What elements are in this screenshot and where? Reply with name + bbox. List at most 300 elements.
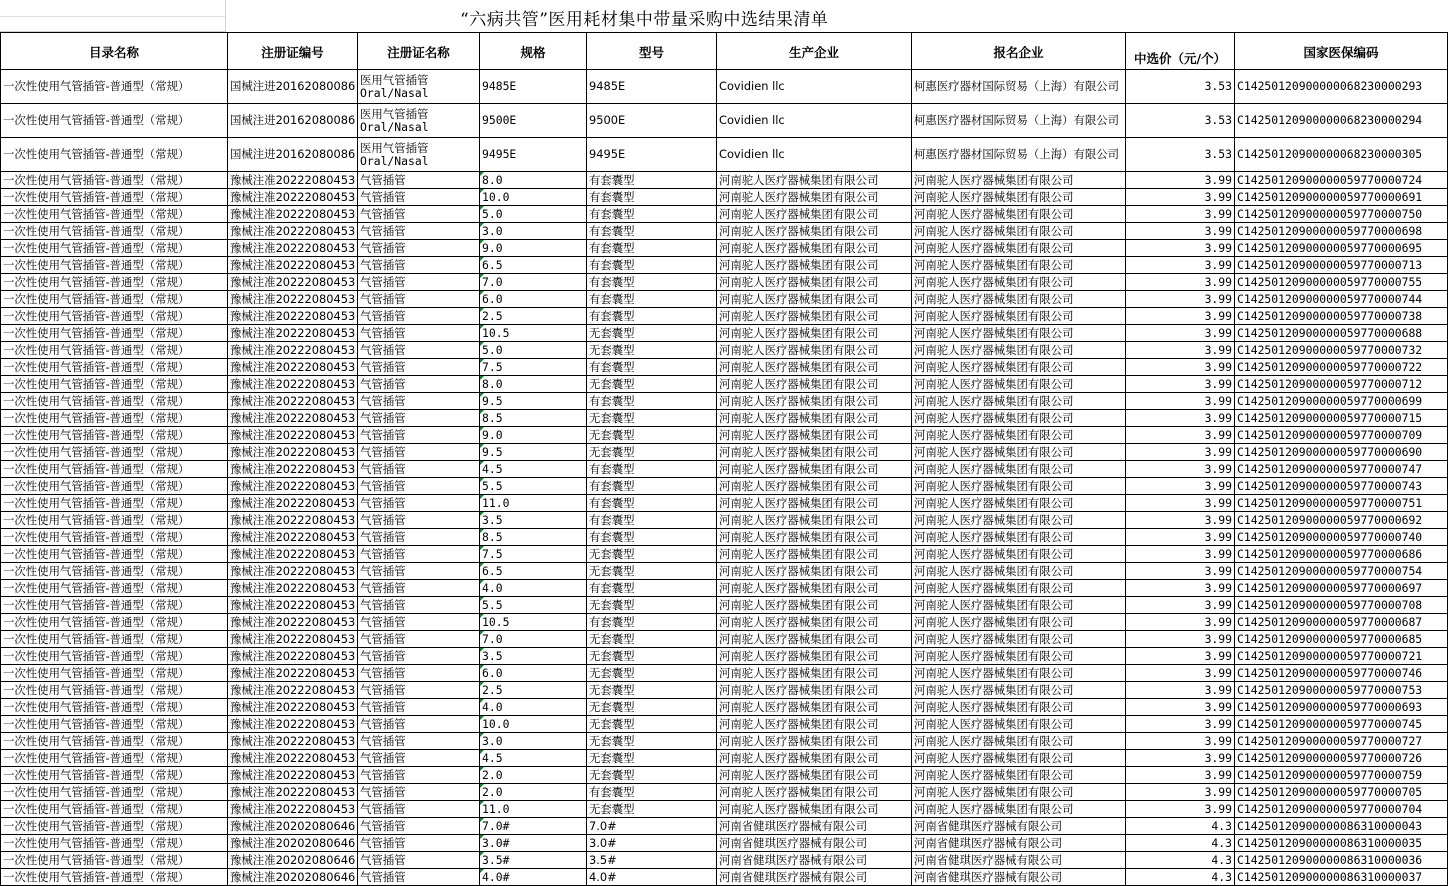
cell-applicant[interactable]: 河南驼人医疗器械集团有限公司 [912, 325, 1126, 342]
cell-insurance-code[interactable]: C14250120900000059770000709 [1235, 427, 1448, 444]
cell-registration-name[interactable]: 气管插管 [358, 427, 480, 444]
cell-insurance-code[interactable]: C14250120900000086310000035 [1235, 835, 1448, 852]
cell-specification[interactable]: 4.0 [480, 699, 587, 716]
cell-price[interactable]: 3.99 [1126, 750, 1235, 767]
cell-registration-number[interactable]: 豫械注准20222080453 [228, 529, 358, 546]
cell-insurance-code[interactable]: C14250120900000086310000043 [1235, 818, 1448, 835]
cell-insurance-code[interactable]: C14250120900000059770000690 [1235, 444, 1448, 461]
cell-manufacturer[interactable]: 河南驼人医疗器械集团有限公司 [717, 393, 912, 410]
cell-catalog-name[interactable]: 一次性使用气管插管-普通型（常规） [1, 189, 228, 206]
cell-insurance-code[interactable]: C14250120900000059770000685 [1235, 631, 1448, 648]
cell-applicant[interactable]: 河南驼人医疗器械集团有限公司 [912, 597, 1126, 614]
cell-specification[interactable]: 7.0 [480, 631, 587, 648]
cell-price[interactable]: 3.99 [1126, 308, 1235, 325]
cell-catalog-name[interactable]: 一次性使用气管插管-普通型（常规） [1, 716, 228, 733]
cell-registration-name[interactable]: 气管插管 [358, 597, 480, 614]
cell-catalog-name[interactable]: 一次性使用气管插管-普通型（常规） [1, 376, 228, 393]
cell-registration-name[interactable]: 气管插管 [358, 852, 480, 869]
cell-registration-number[interactable]: 豫械注准20222080453 [228, 750, 358, 767]
cell-registration-name[interactable]: 气管插管 [358, 563, 480, 580]
cell-price[interactable]: 3.99 [1126, 410, 1235, 427]
cell-applicant[interactable]: 河南驼人医疗器械集团有限公司 [912, 308, 1126, 325]
cell-model[interactable]: 无套囊型 [587, 716, 717, 733]
cell-registration-number[interactable]: 豫械注准20222080453 [228, 325, 358, 342]
cell-specification[interactable]: 8.0 [480, 376, 587, 393]
cell-model[interactable]: 有套囊型 [587, 614, 717, 631]
cell-price[interactable]: 3.99 [1126, 699, 1235, 716]
cell-catalog-name[interactable]: 一次性使用气管插管-普通型（常规） [1, 427, 228, 444]
cell-insurance-code[interactable]: C14250120900000059770000724 [1235, 172, 1448, 189]
cell-registration-number[interactable]: 豫械注准20222080453 [228, 682, 358, 699]
cell-specification[interactable]: 5.5 [480, 597, 587, 614]
cell-price[interactable]: 3.99 [1126, 546, 1235, 563]
cell-applicant[interactable]: 河南驼人医疗器械集团有限公司 [912, 461, 1126, 478]
cell-applicant[interactable]: 河南驼人医疗器械集团有限公司 [912, 767, 1126, 784]
cell-catalog-name[interactable]: 一次性使用气管插管-普通型（常规） [1, 614, 228, 631]
cell-manufacturer[interactable]: 河南驼人医疗器械集团有限公司 [717, 665, 912, 682]
cell-model[interactable]: 有套囊型 [587, 274, 717, 291]
cell-price[interactable]: 3.99 [1126, 342, 1235, 359]
cell-price[interactable]: 3.99 [1126, 257, 1235, 274]
cell-catalog-name[interactable]: 一次性使用气管插管-普通型（常规） [1, 240, 228, 257]
cell-model[interactable]: 有套囊型 [587, 223, 717, 240]
cell-catalog-name[interactable]: 一次性使用气管插管-普通型（常规） [1, 750, 228, 767]
cell-registration-name[interactable]: 气管插管 [358, 750, 480, 767]
cell-catalog-name[interactable]: 一次性使用气管插管-普通型（常规） [1, 852, 228, 869]
cell-applicant[interactable]: 河南驼人医疗器械集团有限公司 [912, 665, 1126, 682]
cell-registration-name[interactable]: 气管插管 [358, 614, 480, 631]
cell-catalog-name[interactable]: 一次性使用气管插管-普通型（常规） [1, 767, 228, 784]
cell-catalog-name[interactable]: 一次性使用气管插管-普通型（常规） [1, 138, 228, 172]
cell-catalog-name[interactable]: 一次性使用气管插管-普通型（常规） [1, 359, 228, 376]
cell-applicant[interactable]: 河南驼人医疗器械集团有限公司 [912, 699, 1126, 716]
cell-manufacturer[interactable]: 河南驼人医疗器械集团有限公司 [717, 682, 912, 699]
cell-specification[interactable]: 9485E [480, 70, 587, 104]
cell-specification[interactable]: 4.5 [480, 461, 587, 478]
col-header-insurance-code[interactable]: 国家医保编码 [1235, 33, 1448, 70]
cell-insurance-code[interactable]: C14250120900000086310000037 [1235, 869, 1448, 886]
cell-price[interactable]: 3.99 [1126, 682, 1235, 699]
cell-price[interactable]: 3.99 [1126, 767, 1235, 784]
cell-insurance-code[interactable]: C14250120900000059770000698 [1235, 223, 1448, 240]
cell-registration-name[interactable]: 气管插管 [358, 784, 480, 801]
cell-registration-number[interactable]: 豫械注准20222080453 [228, 699, 358, 716]
cell-catalog-name[interactable]: 一次性使用气管插管-普通型（常规） [1, 444, 228, 461]
cell-catalog-name[interactable]: 一次性使用气管插管-普通型（常规） [1, 104, 228, 138]
cell-specification[interactable]: 6.0 [480, 665, 587, 682]
cell-applicant[interactable]: 河南驼人医疗器械集团有限公司 [912, 512, 1126, 529]
cell-applicant[interactable]: 河南驼人医疗器械集团有限公司 [912, 648, 1126, 665]
cell-applicant[interactable]: 河南驼人医疗器械集团有限公司 [912, 801, 1126, 818]
cell-catalog-name[interactable]: 一次性使用气管插管-普通型（常规） [1, 869, 228, 886]
cell-insurance-code[interactable]: C14250120900000059770000743 [1235, 478, 1448, 495]
cell-insurance-code[interactable]: C14250120900000059770000688 [1235, 325, 1448, 342]
cell-registration-number[interactable]: 豫械注准20202080646 [228, 818, 358, 835]
cell-specification[interactable]: 6.5 [480, 563, 587, 580]
cell-registration-number[interactable]: 豫械注准20222080453 [228, 189, 358, 206]
cell-registration-name[interactable]: 气管插管 [358, 359, 480, 376]
cell-registration-number[interactable]: 豫械注准20222080453 [228, 444, 358, 461]
cell-model[interactable]: 有套囊型 [587, 784, 717, 801]
cell-registration-name[interactable]: 气管插管 [358, 223, 480, 240]
cell-registration-number[interactable]: 豫械注准20222080453 [228, 291, 358, 308]
cell-manufacturer[interactable]: 河南驼人医疗器械集团有限公司 [717, 223, 912, 240]
cell-registration-name[interactable]: 气管插管 [358, 648, 480, 665]
cell-price[interactable]: 3.99 [1126, 172, 1235, 189]
cell-manufacturer[interactable]: 河南驼人医疗器械集团有限公司 [717, 563, 912, 580]
cell-manufacturer[interactable]: 河南驼人医疗器械集团有限公司 [717, 410, 912, 427]
cell-price[interactable]: 3.99 [1126, 716, 1235, 733]
cell-manufacturer[interactable]: 河南驼人医疗器械集团有限公司 [717, 733, 912, 750]
cell-model[interactable]: 9485E [587, 70, 717, 104]
cell-price[interactable]: 3.99 [1126, 784, 1235, 801]
cell-registration-name[interactable]: 气管插管 [358, 682, 480, 699]
cell-catalog-name[interactable]: 一次性使用气管插管-普通型（常规） [1, 835, 228, 852]
cell-price[interactable]: 3.99 [1126, 291, 1235, 308]
cell-price[interactable]: 4.3 [1126, 869, 1235, 886]
cell-price[interactable]: 3.99 [1126, 359, 1235, 376]
cell-insurance-code[interactable]: C14250120900000059770000744 [1235, 291, 1448, 308]
cell-manufacturer[interactable]: 河南驼人医疗器械集团有限公司 [717, 478, 912, 495]
cell-catalog-name[interactable]: 一次性使用气管插管-普通型（常规） [1, 495, 228, 512]
cell-price[interactable]: 3.53 [1126, 70, 1235, 104]
cell-insurance-code[interactable]: C14250120900000059770000753 [1235, 682, 1448, 699]
cell-specification[interactable]: 2.5 [480, 682, 587, 699]
cell-registration-name[interactable]: 气管插管 [358, 716, 480, 733]
cell-manufacturer[interactable]: 河南驼人医疗器械集团有限公司 [717, 240, 912, 257]
cell-applicant[interactable]: 河南驼人医疗器械集团有限公司 [912, 291, 1126, 308]
cell-model[interactable]: 有套囊型 [587, 512, 717, 529]
cell-registration-number[interactable]: 豫械注准20222080453 [228, 512, 358, 529]
cell-registration-name[interactable]: 气管插管 [358, 818, 480, 835]
col-header-registration-number[interactable]: 注册证编号 [228, 33, 358, 70]
cell-registration-name[interactable] [358, 138, 480, 172]
cell-applicant[interactable]: 河南驼人医疗器械集团有限公司 [912, 189, 1126, 206]
cell-price[interactable]: 3.99 [1126, 665, 1235, 682]
cell-catalog-name[interactable]: 一次性使用气管插管-普通型（常规） [1, 699, 228, 716]
cell-registration-name[interactable]: 气管插管 [358, 835, 480, 852]
cell-model[interactable]: 有套囊型 [587, 291, 717, 308]
cell-registration-number[interactable]: 豫械注准20222080453 [228, 546, 358, 563]
cell-applicant[interactable]: 河南驼人医疗器械集团有限公司 [912, 359, 1126, 376]
cell-specification[interactable]: 6.0 [480, 291, 587, 308]
cell-price[interactable]: 3.99 [1126, 206, 1235, 223]
cell-manufacturer[interactable]: 河南驼人医疗器械集团有限公司 [717, 750, 912, 767]
cell-registration-number[interactable]: 豫械注准20222080453 [228, 597, 358, 614]
cell-applicant[interactable]: 河南驼人医疗器械集团有限公司 [912, 427, 1126, 444]
cell-insurance-code[interactable]: C14250120900000059770000686 [1235, 546, 1448, 563]
cell-price[interactable]: 3.99 [1126, 801, 1235, 818]
cell-applicant[interactable]: 河南驼人医疗器械集团有限公司 [912, 682, 1126, 699]
cell-registration-number[interactable]: 豫械注准20222080453 [228, 495, 358, 512]
cell-catalog-name[interactable]: 一次性使用气管插管-普通型（常规） [1, 580, 228, 597]
cell-manufacturer[interactable]: 河南驼人医疗器械集团有限公司 [717, 631, 912, 648]
cell-price[interactable]: 3.99 [1126, 478, 1235, 495]
cell-model[interactable]: 有套囊型 [587, 257, 717, 274]
cell-model[interactable]: 有套囊型 [587, 359, 717, 376]
cell-applicant[interactable]: 河南驼人医疗器械集团有限公司 [912, 631, 1126, 648]
cell-insurance-code[interactable]: C14250120900000059770000693 [1235, 699, 1448, 716]
cell-catalog-name[interactable]: 一次性使用气管插管-普通型（常规） [1, 818, 228, 835]
cell-applicant[interactable]: 柯惠医疗器材国际贸易（上海）有限公司 [912, 138, 1126, 172]
cell-price[interactable]: 3.99 [1126, 325, 1235, 342]
col-header-manufacturer[interactable]: 生产企业 [717, 33, 912, 70]
cell-manufacturer[interactable]: 河南驼人医疗器械集团有限公司 [717, 546, 912, 563]
cell-model[interactable]: 无套囊型 [587, 665, 717, 682]
cell-manufacturer[interactable]: 河南驼人医疗器械集团有限公司 [717, 444, 912, 461]
cell-applicant[interactable]: 河南驼人医疗器械集团有限公司 [912, 376, 1126, 393]
cell-registration-number[interactable]: 豫械注准20222080453 [228, 206, 358, 223]
cell-registration-name[interactable]: 气管插管 [358, 172, 480, 189]
cell-applicant[interactable]: 河南驼人医疗器械集团有限公司 [912, 410, 1126, 427]
cell-catalog-name[interactable]: 一次性使用气管插管-普通型（常规） [1, 546, 228, 563]
cell-specification[interactable]: 5.0 [480, 206, 587, 223]
cell-registration-name[interactable] [358, 70, 480, 104]
cell-price[interactable]: 4.3 [1126, 852, 1235, 869]
cell-manufacturer[interactable]: 河南省健琪医疗器械有限公司 [717, 852, 912, 869]
cell-applicant[interactable]: 河南驼人医疗器械集团有限公司 [912, 716, 1126, 733]
cell-registration-name[interactable]: 气管插管 [358, 240, 480, 257]
cell-insurance-code[interactable]: C14250120900000059770000732 [1235, 342, 1448, 359]
cell-registration-name[interactable]: 气管插管 [358, 291, 480, 308]
cell-specification[interactable]: 9.0 [480, 427, 587, 444]
cell-applicant[interactable]: 河南驼人医疗器械集团有限公司 [912, 444, 1126, 461]
cell-registration-number[interactable]: 豫械注准20222080453 [228, 648, 358, 665]
cell-manufacturer[interactable]: 河南驼人医疗器械集团有限公司 [717, 342, 912, 359]
cell-registration-name[interactable]: 气管插管 [358, 444, 480, 461]
cell-insurance-code[interactable]: C14250120900000068230000293 [1235, 70, 1448, 104]
cell-registration-number[interactable]: 豫械注准20222080453 [228, 767, 358, 784]
cell-registration-name[interactable]: 气管插管 [358, 410, 480, 427]
cell-specification[interactable]: 9500E [480, 104, 587, 138]
cell-price[interactable]: 3.99 [1126, 597, 1235, 614]
cell-manufacturer[interactable]: Covidien llc [717, 70, 912, 104]
cell-registration-number[interactable]: 豫械注准20222080453 [228, 410, 358, 427]
cell-catalog-name[interactable]: 一次性使用气管插管-普通型（常规） [1, 801, 228, 818]
cell-manufacturer[interactable]: 河南驼人医疗器械集团有限公司 [717, 767, 912, 784]
cell-price[interactable]: 3.99 [1126, 274, 1235, 291]
cell-price[interactable]: 4.3 [1126, 818, 1235, 835]
cell-specification[interactable]: 8.5 [480, 410, 587, 427]
cell-model[interactable]: 无套囊型 [587, 767, 717, 784]
cell-insurance-code[interactable]: C14250120900000068230000305 [1235, 138, 1448, 172]
cell-registration-number[interactable]: 豫械注准20202080646 [228, 835, 358, 852]
cell-model[interactable]: 无套囊型 [587, 376, 717, 393]
cell-model[interactable]: 有套囊型 [587, 495, 717, 512]
cell-insurance-code[interactable]: C14250120900000059770000699 [1235, 393, 1448, 410]
col-header-catalog-name[interactable]: 目录名称 [1, 33, 228, 70]
cell-model[interactable]: 有套囊型 [587, 308, 717, 325]
cell-insurance-code[interactable]: C14250120900000059770000721 [1235, 648, 1448, 665]
cell-applicant[interactable]: 河南省健琪医疗器械有限公司 [912, 852, 1126, 869]
cell-insurance-code[interactable]: C14250120900000059770000746 [1235, 665, 1448, 682]
cell-manufacturer[interactable]: 河南省健琪医疗器械有限公司 [717, 869, 912, 886]
cell-registration-name[interactable]: 气管插管 [358, 308, 480, 325]
cell-manufacturer[interactable]: 河南驼人医疗器械集团有限公司 [717, 274, 912, 291]
cell-insurance-code[interactable]: C14250120900000059770000726 [1235, 750, 1448, 767]
cell-applicant[interactable]: 柯惠医疗器材国际贸易（上海）有限公司 [912, 70, 1126, 104]
cell-registration-name[interactable]: 气管插管 [358, 699, 480, 716]
cell-insurance-code[interactable]: C14250120900000059770000692 [1235, 512, 1448, 529]
cell-price[interactable]: 3.53 [1126, 138, 1235, 172]
cell-registration-name[interactable]: 气管插管 [358, 393, 480, 410]
cell-model[interactable]: 无套囊型 [587, 631, 717, 648]
cell-registration-number[interactable]: 国械注进20162080086 [228, 104, 358, 138]
cell-model[interactable]: 无套囊型 [587, 563, 717, 580]
cell-price[interactable]: 3.99 [1126, 563, 1235, 580]
cell-price[interactable]: 3.99 [1126, 427, 1235, 444]
cell-insurance-code[interactable]: C14250120900000059770000755 [1235, 274, 1448, 291]
cell-model[interactable]: 9500E [587, 104, 717, 138]
cell-insurance-code[interactable]: C14250120900000059770000697 [1235, 580, 1448, 597]
cell-manufacturer[interactable]: 河南驼人医疗器械集团有限公司 [717, 529, 912, 546]
cell-registration-name[interactable]: 气管插管 [358, 495, 480, 512]
cell-model[interactable]: 有套囊型 [587, 529, 717, 546]
cell-price[interactable]: 4.3 [1126, 835, 1235, 852]
cell-price[interactable]: 3.99 [1126, 631, 1235, 648]
cell-applicant[interactable]: 河南驼人医疗器械集团有限公司 [912, 733, 1126, 750]
cell-price[interactable]: 3.99 [1126, 495, 1235, 512]
cell-catalog-name[interactable]: 一次性使用气管插管-普通型（常规） [1, 682, 228, 699]
cell-specification[interactable]: 2.5 [480, 308, 587, 325]
cell-specification[interactable]: 9.0 [480, 240, 587, 257]
cell-registration-name[interactable]: 气管插管 [358, 665, 480, 682]
cell-registration-number[interactable]: 豫械注准20222080453 [228, 172, 358, 189]
cell-catalog-name[interactable]: 一次性使用气管插管-普通型（常规） [1, 597, 228, 614]
cell-model[interactable]: 有套囊型 [587, 172, 717, 189]
cell-registration-number[interactable]: 豫械注准20222080453 [228, 631, 358, 648]
col-header-applicant[interactable]: 报名企业 [912, 33, 1126, 70]
cell-price[interactable]: 3.99 [1126, 240, 1235, 257]
cell-specification[interactable]: 3.0# [480, 835, 587, 852]
cell-specification[interactable]: 7.5 [480, 546, 587, 563]
cell-applicant[interactable]: 河南驼人医疗器械集团有限公司 [912, 580, 1126, 597]
cell-model[interactable]: 有套囊型 [587, 478, 717, 495]
cell-registration-number[interactable]: 豫械注准20222080453 [228, 359, 358, 376]
cell-manufacturer[interactable]: 河南驼人医疗器械集团有限公司 [717, 359, 912, 376]
cell-specification[interactable]: 3.0 [480, 733, 587, 750]
cell-applicant[interactable]: 河南省健琪医疗器械有限公司 [912, 869, 1126, 886]
cell-specification[interactable]: 10.0 [480, 716, 587, 733]
cell-applicant[interactable]: 河南驼人医疗器械集团有限公司 [912, 206, 1126, 223]
cell-registration-number[interactable]: 豫械注准20222080453 [228, 393, 358, 410]
cell-registration-name[interactable]: 气管插管 [358, 257, 480, 274]
cell-insurance-code[interactable]: C14250120900000059770000705 [1235, 784, 1448, 801]
cell-manufacturer[interactable]: 河南驼人医疗器械集团有限公司 [717, 376, 912, 393]
cell-price[interactable]: 3.53 [1126, 104, 1235, 138]
cell-manufacturer[interactable]: 河南驼人医疗器械集团有限公司 [717, 512, 912, 529]
cell-catalog-name[interactable]: 一次性使用气管插管-普通型（常规） [1, 257, 228, 274]
cell-model[interactable]: 无套囊型 [587, 682, 717, 699]
cell-insurance-code[interactable]: C14250120900000059770000713 [1235, 257, 1448, 274]
cell-specification[interactable]: 3.0 [480, 223, 587, 240]
cell-insurance-code[interactable]: C14250120900000059770000691 [1235, 189, 1448, 206]
cell-registration-name[interactable]: 气管插管 [358, 546, 480, 563]
cell-model[interactable]: 无套囊型 [587, 750, 717, 767]
cell-registration-number[interactable]: 豫械注准20202080646 [228, 869, 358, 886]
cell-registration-number[interactable]: 豫械注准20222080453 [228, 376, 358, 393]
cell-specification[interactable]: 3.5 [480, 512, 587, 529]
cell-manufacturer[interactable]: 河南驼人医疗器械集团有限公司 [717, 257, 912, 274]
cell-registration-number[interactable]: 豫械注准20222080453 [228, 342, 358, 359]
cell-catalog-name[interactable]: 一次性使用气管插管-普通型（常规） [1, 784, 228, 801]
cell-insurance-code[interactable]: C14250120900000086310000036 [1235, 852, 1448, 869]
cell-specification[interactable]: 11.0 [480, 495, 587, 512]
cell-specification[interactable]: 5.5 [480, 478, 587, 495]
cell-model[interactable]: 无套囊型 [587, 325, 717, 342]
cell-insurance-code[interactable]: C14250120900000059770000704 [1235, 801, 1448, 818]
cell-price[interactable]: 3.99 [1126, 580, 1235, 597]
cell-model[interactable]: 无套囊型 [587, 444, 717, 461]
cell-registration-number[interactable]: 豫械注准20222080453 [228, 665, 358, 682]
cell-catalog-name[interactable]: 一次性使用气管插管-普通型（常规） [1, 648, 228, 665]
cell-registration-name[interactable]: 气管插管 [358, 189, 480, 206]
cell-catalog-name[interactable]: 一次性使用气管插管-普通型（常规） [1, 733, 228, 750]
cell-specification[interactable]: 4.0# [480, 869, 587, 886]
cell-manufacturer[interactable]: 河南省健琪医疗器械有限公司 [717, 818, 912, 835]
cell-specification[interactable]: 8.5 [480, 529, 587, 546]
cell-registration-number[interactable]: 豫械注准20222080453 [228, 733, 358, 750]
cell-registration-number[interactable]: 豫械注准20222080453 [228, 308, 358, 325]
cell-manufacturer[interactable]: 河南驼人医疗器械集团有限公司 [717, 784, 912, 801]
cell-model[interactable]: 有套囊型 [587, 240, 717, 257]
cell-model[interactable]: 9495E [587, 138, 717, 172]
cell-catalog-name[interactable]: 一次性使用气管插管-普通型（常规） [1, 461, 228, 478]
cell-specification[interactable]: 9495E [480, 138, 587, 172]
cell-insurance-code[interactable]: C14250120900000059770000708 [1235, 597, 1448, 614]
cell-registration-name[interactable]: 气管插管 [358, 325, 480, 342]
cell-insurance-code[interactable]: C14250120900000059770000695 [1235, 240, 1448, 257]
cell-specification[interactable]: 6.5 [480, 257, 587, 274]
cell-manufacturer[interactable]: 河南驼人医疗器械集团有限公司 [717, 495, 912, 512]
cell-specification[interactable]: 11.0 [480, 801, 587, 818]
cell-catalog-name[interactable]: 一次性使用气管插管-普通型（常规） [1, 512, 228, 529]
cell-specification[interactable]: 9.5 [480, 393, 587, 410]
cell-registration-number[interactable]: 豫械注准20222080453 [228, 716, 358, 733]
cell-registration-name[interactable]: 气管插管 [358, 767, 480, 784]
cell-applicant[interactable]: 河南省健琪医疗器械有限公司 [912, 835, 1126, 852]
cell-specification[interactable]: 4.0 [480, 580, 587, 597]
cell-specification[interactable]: 5.0 [480, 342, 587, 359]
cell-catalog-name[interactable]: 一次性使用气管插管-普通型（常规） [1, 325, 228, 342]
cell-catalog-name[interactable]: 一次性使用气管插管-普通型（常规） [1, 70, 228, 104]
cell-registration-number[interactable]: 豫械注准20222080453 [228, 563, 358, 580]
cell-registration-name[interactable]: 气管插管 [358, 461, 480, 478]
cell-model[interactable]: 3.5# [587, 852, 717, 869]
cell-catalog-name[interactable]: 一次性使用气管插管-普通型（常规） [1, 410, 228, 427]
cell-specification[interactable]: 7.0# [480, 818, 587, 835]
cell-registration-number[interactable]: 豫械注准20222080453 [228, 801, 358, 818]
cell-registration-number[interactable]: 豫械注准20222080453 [228, 257, 358, 274]
cell-model[interactable]: 无套囊型 [587, 546, 717, 563]
cell-registration-name[interactable]: 气管插管 [358, 631, 480, 648]
cell-model[interactable]: 有套囊型 [587, 393, 717, 410]
cell-applicant[interactable]: 河南驼人医疗器械集团有限公司 [912, 172, 1126, 189]
cell-registration-number[interactable]: 豫械注准20222080453 [228, 580, 358, 597]
cell-insurance-code[interactable]: C14250120900000059770000751 [1235, 495, 1448, 512]
cell-registration-name[interactable]: 气管插管 [358, 478, 480, 495]
cell-catalog-name[interactable]: 一次性使用气管插管-普通型（常规） [1, 393, 228, 410]
cell-manufacturer[interactable]: 河南驼人医疗器械集团有限公司 [717, 716, 912, 733]
cell-registration-name[interactable]: 气管插管 [358, 512, 480, 529]
cell-catalog-name[interactable]: 一次性使用气管插管-普通型（常规） [1, 308, 228, 325]
cell-price[interactable]: 3.99 [1126, 648, 1235, 665]
cell-registration-name[interactable]: 气管插管 [358, 342, 480, 359]
cell-catalog-name[interactable]: 一次性使用气管插管-普通型（常规） [1, 342, 228, 359]
cell-model[interactable]: 无套囊型 [587, 597, 717, 614]
cell-registration-number[interactable]: 豫械注准20222080453 [228, 427, 358, 444]
cell-registration-number[interactable]: 豫械注准20222080453 [228, 274, 358, 291]
